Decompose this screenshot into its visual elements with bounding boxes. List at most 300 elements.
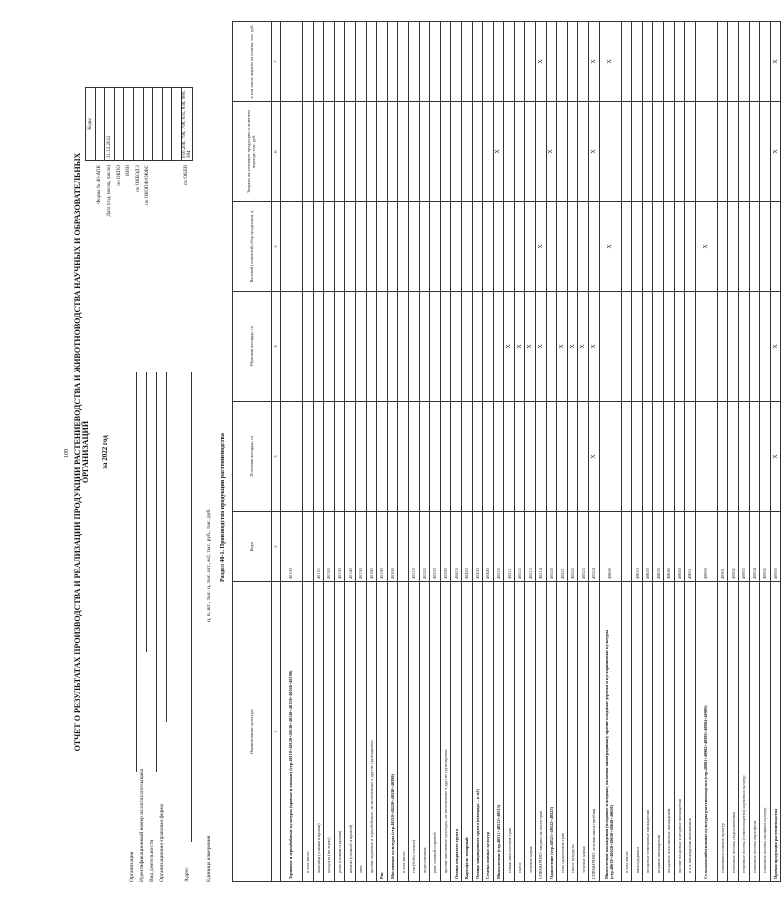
value-cell	[440, 22, 451, 102]
value-cell	[281, 102, 303, 202]
value-cell	[493, 402, 504, 512]
value-cell	[366, 202, 377, 292]
crop-name-cell: рапс озимый и яровой	[430, 582, 441, 882]
crop-name-cell: сено однолетних трав	[557, 582, 568, 882]
column-header: Убранная площадь, га	[233, 292, 272, 402]
table-row	[334, 22, 345, 882]
crop-name-cell: в том числе:	[621, 582, 632, 882]
value-cell	[313, 402, 324, 512]
value-cell	[483, 202, 494, 292]
value-cell	[770, 202, 781, 292]
value-cell	[546, 22, 557, 102]
legal-form-line	[166, 372, 167, 722]
value-cell	[440, 292, 451, 402]
crop-name-cell: Зерновые и зернобобовые культуры (яровые и озимые) (стр.40110+40120+40130+40140+40150+40160+40190)	[281, 582, 303, 882]
value-cell	[472, 202, 483, 292]
table-row	[461, 22, 472, 882]
value-cell	[695, 292, 717, 402]
table-row	[377, 22, 388, 882]
value-cell	[536, 102, 547, 202]
code-cell: 40410	[451, 512, 462, 582]
code-cell: 40901	[717, 512, 728, 582]
column-header: Затраты на основную продукцию и отчетном периоде, тыс. руб.	[233, 102, 272, 202]
value-cell	[728, 102, 739, 202]
value-cell	[599, 402, 621, 512]
codes-row	[143, 88, 153, 268]
value-cell	[398, 402, 409, 512]
value-cell	[345, 292, 356, 402]
value-cell	[408, 102, 419, 202]
codes-row-label: Форма № 40-АПК	[97, 165, 103, 204]
crop-name-cell: зеленые корма	[578, 582, 589, 882]
value-cell	[525, 102, 536, 202]
value-cell	[355, 402, 366, 512]
value-cell	[430, 202, 441, 292]
table-row	[717, 22, 728, 882]
value-cell	[334, 22, 345, 102]
table-row	[770, 22, 781, 882]
page-number: 109	[64, 449, 70, 458]
codes-row-label: ИНН	[126, 165, 132, 176]
crop-name-cell: в том числе:	[398, 582, 409, 882]
codes-row-value: 31.12.2022	[105, 88, 115, 161]
table-row	[419, 22, 430, 882]
value-cell	[303, 292, 314, 402]
table-row	[451, 22, 462, 882]
value-cell	[493, 22, 504, 102]
codes-row	[95, 88, 105, 268]
column-header: Валовой (основной) сбор продукции, ц	[233, 202, 272, 292]
value-cell	[334, 102, 345, 202]
crop-name-cell: прочие зерновые и зернобобовые, не включенные в другие группировки	[366, 582, 377, 882]
value-cell	[461, 22, 472, 102]
rotated-form	[60, 22, 779, 882]
value-cell	[760, 22, 771, 102]
value-cell	[504, 202, 515, 292]
value-cell	[334, 402, 345, 512]
value-cell	[430, 402, 441, 512]
value-cell	[557, 402, 568, 512]
value-cell	[685, 102, 696, 202]
address-label: Адрес	[184, 867, 190, 882]
column-header: Наименование культуры	[233, 582, 272, 882]
table-row	[514, 22, 525, 882]
crop-name-cell: Семена озимых культур	[483, 582, 494, 882]
value-cell	[345, 102, 356, 202]
value-cell	[461, 202, 472, 292]
table-row	[440, 22, 451, 882]
value-cell	[664, 22, 675, 102]
value-cell	[567, 202, 578, 292]
table-row	[653, 22, 664, 882]
value-cell	[419, 102, 430, 202]
codes-row-value	[114, 88, 124, 161]
value-cell	[419, 402, 430, 512]
value-cell	[738, 402, 749, 512]
value-cell: X	[770, 102, 781, 202]
value-cell	[578, 102, 589, 202]
value-cell	[599, 292, 621, 402]
codes-row-label: по ОКОПФ/ОКФС	[145, 165, 151, 205]
value-cell	[472, 292, 483, 402]
column-header: Посевная площадь, га	[233, 402, 272, 512]
value-cell	[749, 292, 760, 402]
value-cell	[557, 202, 568, 292]
value-cell	[324, 202, 335, 292]
value-cell: X	[770, 402, 781, 512]
table-row	[398, 22, 409, 882]
codes-row	[124, 88, 134, 268]
code-cell: 40320	[419, 512, 430, 582]
crop-name-cell: в том числе:	[303, 582, 314, 882]
table-row	[546, 22, 557, 882]
value-cell	[324, 22, 335, 102]
value-cell	[674, 402, 685, 512]
value-cell	[621, 202, 632, 292]
crop-name-cell: кукуруза (на зерно)	[324, 582, 335, 882]
value-cell	[377, 202, 388, 292]
value-cell	[366, 402, 377, 512]
organization-line	[136, 372, 137, 772]
value-cell	[355, 202, 366, 292]
value-cell	[621, 292, 632, 402]
value-cell	[664, 202, 675, 292]
value-cell: X	[695, 202, 717, 292]
codes-row-label	[153, 161, 163, 268]
unit-value: ц, п, шт., тыс. ц, тыс. шт., м2, тыс. руб., тыс. руб.	[206, 508, 212, 622]
value-cell: X	[536, 22, 547, 102]
value-cell	[345, 402, 356, 512]
value-cell	[546, 202, 557, 292]
value-cell	[313, 102, 324, 202]
column-number: 5	[272, 202, 281, 292]
value-cell	[387, 202, 398, 292]
value-cell	[760, 102, 771, 202]
value-cell: X	[589, 402, 600, 512]
crop-name-cell: семенные посевы (семеноводство) кормовых культур	[738, 582, 749, 882]
code-cell: 40420	[461, 512, 472, 582]
value-cell	[387, 292, 398, 402]
value-cell	[653, 102, 664, 202]
code-cell: 40650	[674, 512, 685, 582]
value-cell	[695, 402, 717, 512]
codes-row	[162, 88, 172, 268]
table-row	[355, 22, 366, 882]
crop-name-cell: Сельскохозяйственные культуры растениеводства (стр.40901+40902+40903+40904+40905)	[695, 582, 717, 882]
table-row	[483, 22, 494, 882]
value-cell	[303, 102, 314, 202]
value-cell	[546, 292, 557, 402]
crop-name-cell: прочие плодовые и ягодные насаждения	[674, 582, 685, 882]
value-cell	[632, 102, 643, 202]
codes-row	[133, 88, 143, 268]
codes-row-label: Дата (год, месяц, число)	[106, 165, 112, 217]
table-row	[589, 22, 600, 882]
code-cell: 40513	[525, 512, 536, 582]
value-cell: X	[770, 22, 781, 102]
value-cell	[398, 292, 409, 402]
codes-row-value	[153, 88, 163, 161]
code-cell: 40300	[387, 512, 398, 582]
value-cell	[377, 102, 388, 202]
crop-name-cell: СПРАВОЧНО: зеленая масса пастбищ	[589, 582, 600, 882]
value-cell: X	[546, 102, 557, 202]
codes-row-value: 050,206, 796, 798, 035, 836, 989, 384	[181, 88, 192, 161]
code-cell: 40512	[514, 512, 525, 582]
code-cell: 40904	[749, 512, 760, 582]
codes-table	[85, 87, 193, 267]
table-row	[324, 22, 335, 882]
value-cell	[355, 102, 366, 202]
code-cell: 40390	[440, 512, 451, 582]
crop-name-cell: семенные посевы подсолнечника	[728, 582, 739, 882]
value-cell	[749, 102, 760, 202]
column-number: 2	[272, 512, 281, 582]
value-cell	[493, 292, 504, 402]
crop-name-cell: плодовые семечковые насаждения	[642, 582, 653, 882]
code-cell: 40610	[632, 512, 643, 582]
code-cell: 40140	[345, 512, 356, 582]
value-cell	[567, 402, 578, 512]
value-cell	[525, 22, 536, 102]
column-header: в том числе затраты на семена, тыс. руб.	[233, 22, 272, 102]
value-cell: X	[536, 292, 547, 402]
code-cell	[621, 512, 632, 582]
code-cell: 40521	[557, 512, 568, 582]
value-cell	[303, 22, 314, 102]
table-row	[567, 22, 578, 882]
value-cell	[749, 402, 760, 512]
value-cell	[355, 22, 366, 102]
value-cell	[313, 292, 324, 402]
value-cell	[514, 202, 525, 292]
table-row	[408, 22, 419, 882]
code-cell	[303, 512, 314, 582]
crop-name-cell: ягодные насаждения	[653, 582, 664, 882]
value-cell	[632, 402, 643, 512]
production-table	[232, 21, 781, 882]
value-cell	[377, 402, 388, 512]
value-cell	[366, 22, 377, 102]
table-row	[504, 22, 515, 882]
code-cell: 40130	[334, 512, 345, 582]
value-cell	[493, 202, 504, 292]
table-row	[642, 22, 653, 882]
crop-name-cell: ячмень (озимый и яровой)	[345, 582, 356, 882]
value-cell	[504, 102, 515, 202]
table-row	[303, 22, 314, 882]
value-cell	[377, 292, 388, 402]
code-cell: 40110	[313, 512, 324, 582]
crop-name-cell: Масличные культуры (стр.40310+40320+40330+40390)	[387, 582, 398, 882]
value-cell	[461, 402, 472, 512]
table-row	[493, 22, 504, 882]
organization-label: Организация	[129, 851, 135, 882]
value-cell: X	[589, 22, 600, 102]
value-cell	[483, 402, 494, 512]
value-cell	[738, 202, 749, 292]
crop-name-cell: силос кукурузы	[567, 582, 578, 882]
codes-row-label: по ОКВЭД 2	[135, 165, 141, 192]
value-cell	[717, 292, 728, 402]
tax-id-label: Идентификационный номер налогоплательщика	[139, 768, 145, 882]
table-row	[674, 22, 685, 882]
value-cell	[440, 402, 451, 512]
value-cell	[504, 402, 515, 512]
value-cell	[642, 22, 653, 102]
value-cell	[483, 22, 494, 102]
value-cell	[419, 22, 430, 102]
value-cell	[653, 22, 664, 102]
codes-row-label: по ОКПО	[116, 165, 122, 186]
value-cell	[674, 22, 685, 102]
value-cell	[717, 202, 728, 292]
code-cell: 40511	[504, 512, 515, 582]
value-cell	[419, 292, 430, 402]
value-cell	[760, 402, 771, 512]
code-cell: 40600	[599, 512, 621, 582]
crop-name-cell: Картофель товарный	[461, 582, 472, 882]
table-row	[738, 22, 749, 882]
code-cell: 40640	[664, 512, 675, 582]
column-number: 3	[272, 402, 281, 512]
crop-name-cell: соя (бобы соевые)	[408, 582, 419, 882]
value-cell	[408, 402, 419, 512]
value-cell	[514, 22, 525, 102]
value-cell	[749, 22, 760, 102]
table-row	[728, 22, 739, 882]
value-cell	[303, 202, 314, 292]
value-cell	[324, 292, 335, 402]
value-cell: X	[599, 202, 621, 292]
code-cell: 40150	[355, 512, 366, 582]
value-cell	[578, 22, 589, 102]
codes-row-value	[162, 88, 172, 161]
codes-row	[172, 88, 182, 268]
crop-name-cell: Многолетние (стр.40511+40512+40513)	[493, 582, 504, 882]
code-cell: 40903	[738, 512, 749, 582]
value-cell	[281, 402, 303, 512]
value-cell	[567, 22, 578, 102]
value-cell	[728, 22, 739, 102]
crop-name-cell: рожь (озимая и яровая)	[334, 582, 345, 882]
codes-row-value	[95, 88, 105, 161]
value-cell	[451, 22, 462, 102]
value-cell	[717, 402, 728, 512]
table-row	[366, 22, 377, 882]
value-cell: X	[514, 292, 525, 402]
value-cell	[728, 402, 739, 512]
value-cell	[642, 102, 653, 202]
column-number: 1	[272, 582, 281, 882]
value-cell	[653, 292, 664, 402]
value-cell	[578, 402, 589, 512]
value-cell	[472, 402, 483, 512]
value-cell	[685, 292, 696, 402]
table-row	[695, 22, 717, 882]
value-cell	[695, 102, 717, 202]
value-cell	[674, 102, 685, 202]
value-cell	[664, 402, 675, 512]
value-cell	[408, 202, 419, 292]
value-cell	[324, 402, 335, 512]
value-cell	[653, 202, 664, 292]
table-row	[387, 22, 398, 882]
column-header: Коды	[233, 512, 272, 582]
value-cell	[440, 102, 451, 202]
value-cell	[408, 22, 419, 102]
table-row	[525, 22, 536, 882]
value-cell: X	[589, 102, 600, 202]
code-cell: 40620	[642, 512, 653, 582]
value-cell	[313, 202, 324, 292]
value-cell	[366, 292, 377, 402]
codes-row-label	[172, 161, 182, 268]
activity-label: Вид деятельности	[149, 839, 155, 882]
value-cell: X	[599, 22, 621, 102]
value-cell	[440, 202, 451, 292]
code-cell: 40905	[760, 512, 771, 582]
code-cell: 40440	[483, 512, 494, 582]
crop-name-cell: подсолнечник	[419, 582, 430, 882]
value-cell	[599, 102, 621, 202]
value-cell	[546, 402, 557, 512]
value-cell	[430, 292, 441, 402]
value-cell	[738, 102, 749, 202]
value-cell	[664, 292, 675, 402]
value-cell	[334, 292, 345, 402]
value-cell	[451, 202, 462, 292]
value-cell	[525, 402, 536, 512]
crop-name-cell: силос	[514, 582, 525, 882]
value-cell	[525, 202, 536, 292]
table-row	[621, 22, 632, 882]
codes-row-value	[124, 88, 134, 161]
value-cell	[642, 402, 653, 512]
value-cell	[632, 202, 643, 292]
value-cell	[345, 22, 356, 102]
value-cell	[387, 402, 398, 512]
value-cell	[738, 292, 749, 402]
value-cell	[674, 292, 685, 402]
value-cell	[387, 22, 398, 102]
address-line	[191, 372, 192, 842]
code-cell: 40630	[653, 512, 664, 582]
codes-row	[181, 88, 192, 268]
value-cell: X	[525, 292, 536, 402]
table-row	[578, 22, 589, 882]
crop-name-cell: семенные посевы картофеля	[749, 582, 760, 882]
crop-name-cell: Рис	[377, 582, 388, 882]
value-cell	[685, 402, 696, 512]
value-cell	[728, 202, 739, 292]
codes-row-value	[133, 88, 143, 161]
value-cell	[514, 102, 525, 202]
value-cell	[632, 292, 643, 402]
value-cell: X	[567, 292, 578, 402]
table-row	[281, 22, 303, 882]
code-cell: 40900	[695, 512, 717, 582]
codes-heading: Коды	[86, 88, 96, 161]
value-cell: X	[504, 292, 515, 402]
table-row	[472, 22, 483, 882]
value-cell	[451, 402, 462, 512]
value-cell	[472, 102, 483, 202]
activity-line	[156, 372, 157, 772]
value-cell	[760, 202, 771, 292]
value-cell	[536, 402, 547, 512]
code-cell: 40902	[728, 512, 739, 582]
